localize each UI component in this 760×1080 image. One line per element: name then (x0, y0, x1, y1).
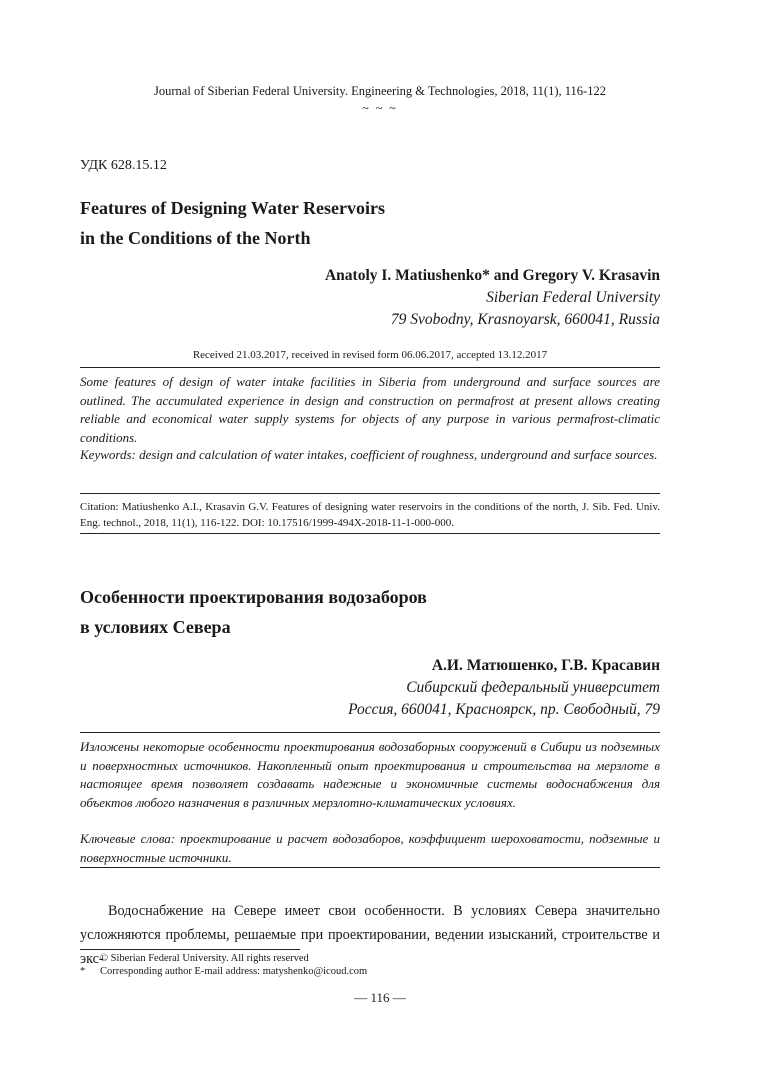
footnote-star: * (80, 966, 86, 977)
header-ornament: ~ ~ ~ (362, 101, 398, 115)
footnote-divider (80, 949, 300, 950)
divider (80, 732, 660, 733)
udk-code: УДК 628.15.12 (80, 158, 167, 173)
divider (80, 367, 660, 368)
title-english-line1: Features of Designing Water Reservoirs (80, 198, 385, 218)
body-paragraph: Водоснабжение на Севере имеет свои особенности. В условиях Севера значительно усложняются проблемы, решаемые при проектировании, ведении изысканий, строительстве и экс- (80, 903, 660, 967)
footnote-corresponding (80, 966, 367, 977)
footnote-corresponding-text: Corresponding author E-mail address: matyshenko@icoud.com (100, 966, 368, 977)
divider (80, 867, 660, 868)
authors-english: Anatoly I. Matiushenko* and Gregory V. Krasavin (324, 267, 660, 284)
keywords-english: Keywords: design and calculation of water intakes, coefficient of roughness, underground and surface sources. (80, 447, 658, 462)
title-russian-line1: Особенности проектирования водозаборов (80, 587, 427, 607)
title-russian (80, 582, 427, 642)
authors-block-english (325, 265, 660, 331)
footnote-copyright: © Siberian Federal University. All rights reserved (100, 953, 309, 964)
keywords-russian: Ключевые слова: проектирование и расчет водозаборов, коэффициент шероховатости, подземные и поверхностные источники. (80, 831, 660, 865)
journal-header: Journal of Siberian Federal University. Engineering & Technologies, 2018, 11(1), 116-122 (154, 84, 606, 98)
affiliation-english: Siberian Federal University (486, 289, 660, 306)
received-dates: Received 21.03.2017, received in revised form 06.06.2017, accepted 13.12.2017 (192, 349, 548, 361)
citation: Citation: Matiushenko A.I., Krasavin G.V. Features of designing water reservoirs in the conditions of the north, J. Sib. Fed. Univ. Eng. technol., 2018, 11(1), 116-122. DOI: 10.17516/1999-494X-2018-11-1-000-000. (80, 501, 660, 529)
title-russian-line2: в условиях Севера (80, 617, 231, 637)
divider (80, 533, 660, 534)
abstract-english: Some features of design of water intake facilities in Siberia from underground and surface sources are outlined. The accumulated experience in design and construction on permafrost at present allows creating reliable and economical water supply systems for objects of any purpose in various permafrost-climatic conditions. (80, 374, 660, 445)
title-english-line2: in the Conditions of the North (80, 228, 311, 248)
address-russian: Россия, 660041, Красноярск, пр. Свободный, 79 (348, 701, 660, 718)
authors-russian: А.И. Матюшенко, Г.В. Красавин (431, 657, 660, 674)
address-english: 79 Svobodny, Krasnoyarsk, 660041, Russia (390, 311, 660, 328)
authors-block-russian (348, 655, 660, 721)
page-number: — 116 — (354, 990, 406, 1005)
affiliation-russian: Сибирский федеральный университет (406, 679, 660, 696)
title-english (80, 193, 385, 253)
divider (80, 493, 660, 494)
abstract-russian: Изложены некоторые особенности проектирования водозаборных сооружений в Сибири из подземных и поверхностных источников. Накопленный опыт проектирования и строительства на мерзлоте в настоящее время позволяет создавать надежные и экономичные системы водоснабжения для объектов любого назначения в различных мерзлотно-климатических условиях. (80, 739, 660, 810)
